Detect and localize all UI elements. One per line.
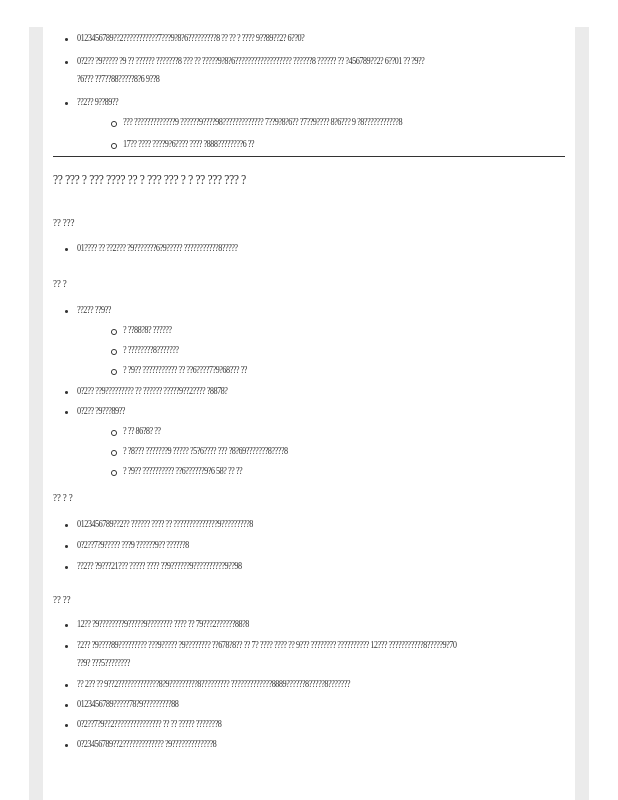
subsection-title: ?? ? [53, 278, 67, 290]
list-item: 17?? ???? ????9?6???? ???? ?888????????6 ?? [77, 136, 565, 154]
list-item: 0123456789??2?? ?????? ???? ?? ??????????????9?????????8 [53, 516, 565, 534]
nested-list [77, 114, 565, 154]
list-item: ??2?? ??9?? ? ??88?8? ?????? ? ????????8??????? ? ?9?? ??????????? ?? ??6????7?9?68??? ?? [53, 302, 565, 380]
subsection-list [53, 516, 565, 576]
list-item: 0?2??7?9????? ???9 ??????9?? ??????8 [53, 537, 565, 555]
list-item: ??? ?????????????9 ??????9????98????????????? 7??9?8?6?? ?7??9???? 8?6??? 9 ?8???????????8 [77, 114, 565, 132]
top-list [53, 30, 565, 154]
subsection-title: ?? ??? [53, 217, 75, 229]
list-item: 12?? ?9????????9?????9???????? ???? ?? 79???2??????88?8 [53, 616, 565, 634]
list-item: 0123456789??2???????????7???9?8?6?????????8 ?? ?? ? ???? 9??89??2? 6??0? [53, 30, 565, 48]
subsection-title: ?? ?? [53, 594, 71, 606]
list-item: 0123456789?????78?9?????????88 [53, 696, 565, 714]
document-page [43, 27, 575, 800]
horizontal-rule [53, 156, 565, 157]
list-item: ?? 2?? ?? 9??2?????????????8?9?????????8????????? ?????????????8889??????8?????8??????? [53, 676, 565, 694]
list-item: 0?2?? ?9????? ?9 ?? ?????? ???????8 ??? ?? ?????9?8?6?????????????????? ??????8 ?????? ?? ?456789??2? 6??01 ?? ?9?? ?6??? ??7??88?????8?6 9??8 [53, 53, 565, 89]
subsection-title: ?? ? ? [53, 492, 73, 504]
section-title: ?? ??? ? ??? ???? ?? ? ??? ??? ? ? ?? ??? ??? ? [53, 173, 246, 188]
list-item: ??2?? 9??89?? ??? ?????????????9 ??????9????98????????????? 7??9?8?6?? ?7??9???? 8?6??? 9 ?8???????????8 17?? ???? ????9?6???? ???? ?888????????6 ?? [53, 94, 565, 154]
nested-list [77, 423, 565, 481]
list-item: ? ?? 86?8? ?? [77, 423, 565, 441]
list-item: 0?23456789??2????????????? ?9?????????????8 [53, 736, 565, 754]
list-item: ? ?8??? ???????9 ????? ?5?6???? ??? ?8?69???????8????8 [77, 443, 565, 461]
list-item: ? ????????8??????? [77, 342, 565, 360]
list-item: ?2?? ?9????89????????? ???9????? ?9???????? ??678?8?? ?? 7? ???? ???? ?? 9??? ???????? ?????????? 12??? ???????????8?????9?70 ??9? ???5???????? [53, 637, 565, 673]
list-item: 0?2?? ?9???89?? ? ?? 86?8? ?? ? ?8??? ???????9 ????? ?5?6???? ??? ?8?69???????8????8 ? ?9?? ?????????? ??6??????9?6 58? ?? ?? [53, 403, 565, 481]
list-item: ??2?? ?9???21??? ????? ???? ??9??????9??????????9??98 [53, 558, 565, 576]
list-item: ? ??88?8? ?????? [77, 322, 565, 340]
list-item: 0?2??7?9??2??????????????? ?? ?? ????? ???????8 [53, 716, 565, 734]
list-item: ? ?9?? ?????????? ??6??????9?6 58? ?? ?? [77, 463, 565, 481]
list-item: ? ?9?? ??????????? ?? ??6????7?9?68??? ?? [77, 362, 565, 380]
list-item: 01???? ?? ??2??? ?9???????6?9????? ???????????8????? [53, 240, 565, 258]
subsection-list [53, 302, 565, 481]
nested-list [77, 322, 565, 380]
list-item: 0?2?? ??9????????? ?? ?????? ?????9??2???? ?8878? [53, 383, 565, 401]
subsection-list [53, 616, 565, 754]
subsection-list [53, 240, 565, 258]
